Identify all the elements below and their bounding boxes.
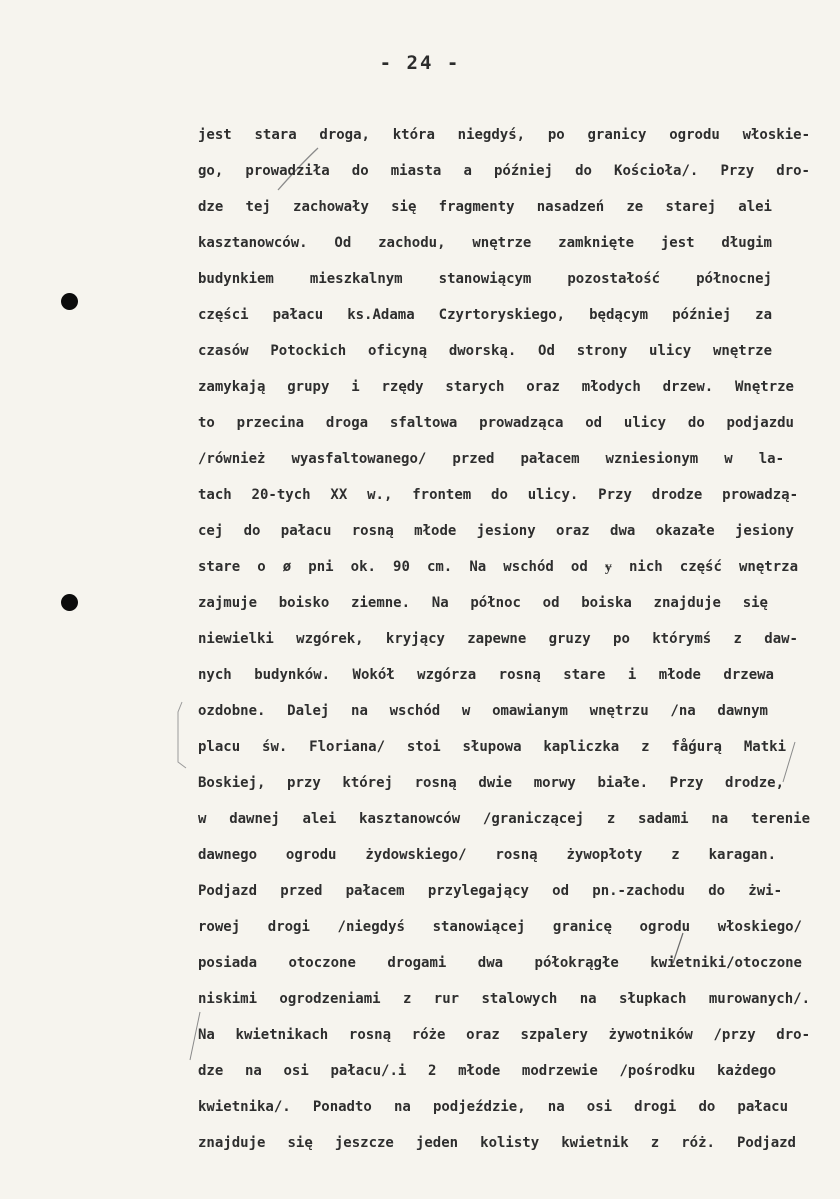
text-line: stare o ø pni ok. 90 cm. Na wschód od ɏ nich część wnętrza [198, 559, 798, 575]
text-line: zamykają grupy i rzędy starych oraz młodych drzew. Wnętrze [198, 379, 794, 395]
text-line: w dawnej alei kasztanowców /graniczącej z sadami na terenie [198, 811, 810, 827]
text-line: rowej drogi /niegdyś stanowiącej granicę ogrodu włoskiego/ [198, 919, 802, 935]
text-line: zajmuje boisko ziemne. Na północ od boiska znajduje się [198, 595, 768, 611]
page-number: - 24 - [379, 52, 461, 74]
text-line: dze tej zachowały się fragmenty nasadzeń ze starej alei [198, 199, 772, 215]
text-line: Na kwietnikach rosną róże oraz szpalery żywotników /przy dro- [198, 1027, 810, 1043]
text-line: /również wyasfaltowanego/ przed pałacem wzniesionym w la- [198, 451, 784, 467]
text-line: cej do pałacu rosną młode jesiony oraz dwa okazałe jesiony [198, 523, 794, 539]
text-line: niewielki wzgórek, kryjący zapewne gruzy po którymś z daw- [198, 631, 798, 647]
pencil-bracket-left [178, 702, 186, 768]
text-line: go, prowadziła do miasta a później do Kościoła/. Przy dro- [198, 163, 810, 179]
text-line: dze na osi pałacu/.i 2 młode modrzewie /pośrodku każdego [198, 1063, 776, 1079]
text-line: czasów Potockich oficyną dworską. Od strony ulicy wnętrze [198, 343, 772, 359]
text-line: ozdobne. Dalej na wschód w omawianym wnętrzu /na dawnym [198, 703, 768, 719]
text-line: budynkiem mieszkalnym stanowiącym pozostałość północnej [198, 271, 772, 287]
text-line: kwietnika/. Ponadto na podjeździe, na osi drogi do pałacu [198, 1099, 788, 1115]
text-line: Podjazd przed pałacem przylegający od pn.-zachodu do żwi- [198, 883, 782, 899]
text-line: kasztanowców. Od zachodu, wnętrze zamknięte jest długim [198, 235, 772, 251]
text-line: niskimi ogrodzeniami z rur stalowych na słupkach murowanych/. [198, 991, 810, 1007]
text-line: części pałacu ks.Adama Czyrtoryskiego, będącym później za [198, 307, 772, 323]
text-line: dawnego ogrodu żydowskiego/ rosną żywopłoty z karagan. [198, 847, 776, 863]
text-line: jest stara droga, która niegdyś, po granicy ogrodu włoskie- [198, 127, 810, 143]
text-line: nych budynków. Wokół wzgórza rosną stare i młode drzewa [198, 667, 774, 683]
text-line: to przecina droga sfaltowa prowadząca od ulicy do podjazdu [198, 415, 794, 431]
text-line: Boskiej, przy której rosną dwie morwy białe. Przy drodze, [198, 775, 784, 791]
text-line: posiada otoczone drogami dwa półokrągłe kwietniki/otoczone [198, 955, 802, 971]
text-line: placu św. Floriana/ stoi słupowa kapliczka z fǻgurą Matki [198, 739, 786, 755]
text-line: tach 20-tych XX w., frontem do ulicy. Przy drodze prowadzą- [198, 487, 798, 503]
text-line: znajduje się jeszcze jeden kolisty kwietnik z róż. Podjazd [198, 1135, 796, 1151]
